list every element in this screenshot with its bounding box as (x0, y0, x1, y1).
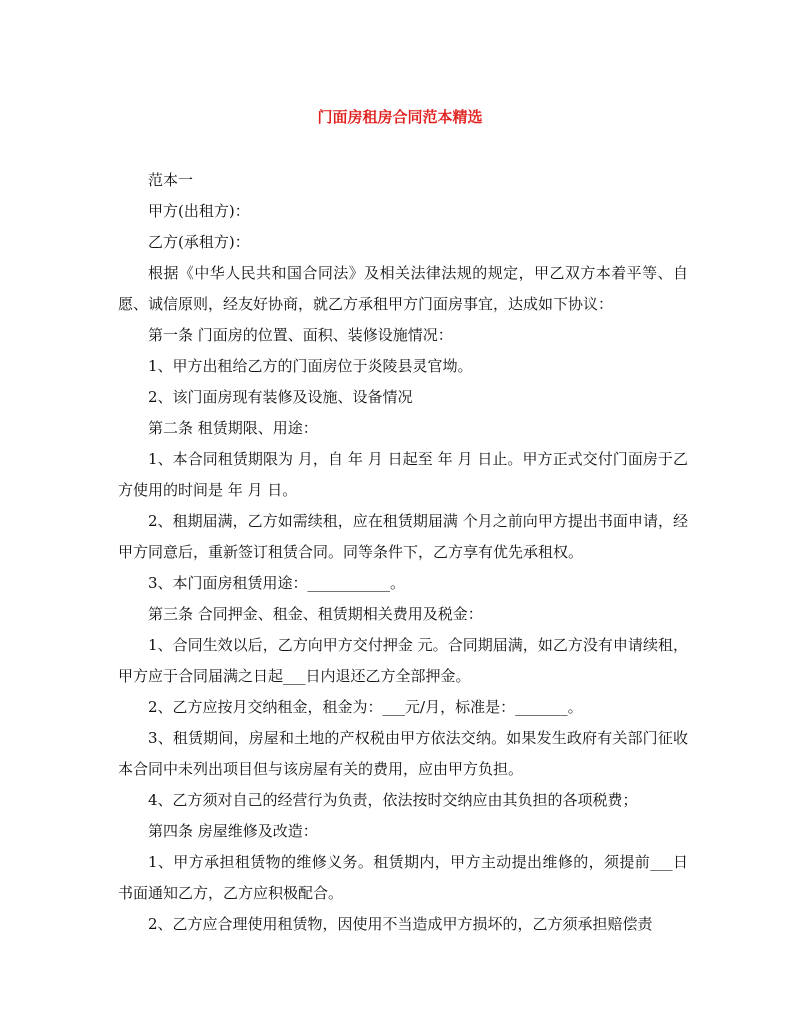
article-3-item-2: 2、乙方应按月交纳租金，租金为：___元/月，标准是：_______。 (148, 698, 583, 716)
article-1-item-1: 1、甲方出租给乙方的门面房位于炎陵县灵官坳。 (148, 357, 473, 375)
party-a-line: 甲方(出租方)： (148, 202, 250, 220)
article-3-heading: 第三条 合同押金、租金、租赁期相关费用及税金： (148, 605, 483, 623)
article-2-item-3: 3、本门面房租赁用途：___________。 (148, 574, 406, 592)
article-4-heading: 第四条 房屋维修及改造： (148, 822, 318, 840)
article-2-item-2: 2、租期届满，乙方如需续租，应在租赁期届满 个月之前向甲方提出书面申请，经甲方同意后，重新签订租赁合同。同等条件下，乙方享有优先承租权。 (118, 512, 688, 561)
document-body (118, 165, 688, 940)
article-1-item-2: 2、该门面房现有装修及设施、设备情况 (148, 388, 413, 406)
article-2-heading: 第二条 租赁期限、用途： (148, 419, 318, 437)
article-1-heading: 第一条 门面房的位置、面积、装修设施情况： (148, 326, 453, 344)
article-3-item-4: 4、乙方须对自己的经营行为负责，依法按时交纳应由其负担的各项税费； (148, 791, 638, 809)
paragraph-heading: 范本一 (148, 171, 194, 189)
article-4-item-2: 2、乙方应合理使用租赁物，因使用不当造成甲方损坏的，乙方须承担赔偿责 (148, 915, 653, 933)
article-2-item-1: 1、本合同租赁期限为 月，自 年 月 日起至 年 月 日止。甲方正式交付门面房于乙方使用的时间是 年 月 日。 (118, 450, 688, 499)
preamble-paragraph: 根据《中华人民共和国合同法》及相关法律法规的规定，甲乙双方本着平等、自愿、诚信原则，经友好协商，就乙方承租甲方门面房事宜，达成如下协议： (118, 264, 688, 313)
party-b-line: 乙方(承租方)： (148, 233, 250, 251)
article-4-item-1: 1、甲方承担租赁物的维修义务。租赁期内，甲方主动提出维修的，须提前___日书面通知乙方，乙方应积极配合。 (118, 853, 688, 902)
document-title: 门面房租房合同范本精选 (317, 108, 483, 126)
article-3-item-1: 1、合同生效以后，乙方向甲方交付押金 元。合同期届满，如乙方没有申请续租，甲方应于合同届满之日起___日内退还乙方全部押金。 (118, 636, 688, 685)
article-3-item-3: 3、租赁期间，房屋和土地的产权税由甲方依法交纳。如果发生政府有关部门征收本合同中未列出项目但与该房屋有关的费用，应由甲方负担。 (118, 729, 688, 778)
